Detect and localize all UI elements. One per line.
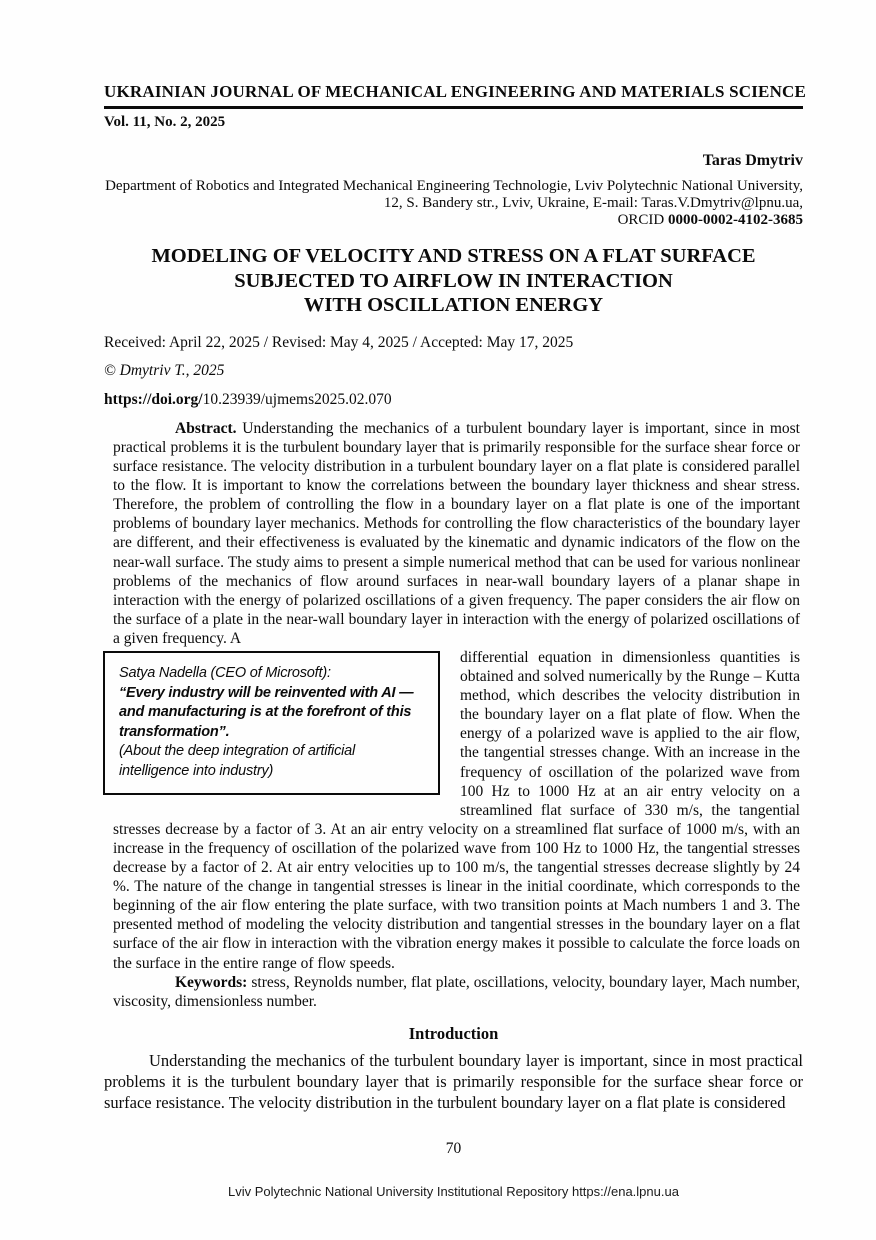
journal-title: UKRAINIAN JOURNAL OF MECHANICAL ENGINEERING AND MATERIALS SCIENCE [104, 82, 803, 109]
doi-line [104, 390, 803, 409]
abstract-paragraph-1 [113, 419, 800, 648]
abstract-label: Abstract. [175, 419, 237, 437]
repository-footer [104, 1184, 803, 1199]
quote-note: (About the deep integration of artificial intelligence into industry) [119, 743, 356, 779]
article-title-line-1: MODELING OF VELOCITY AND STRESS ON A FLAT SURFACE [151, 245, 756, 268]
abstract-paragraph-2 [113, 648, 800, 973]
abstract-text-part-2: differential equation in dimensionless quantities is obtained and solved numerically by the Runge – Kutta method, which describes the velocity distribution in the boundary layer on a flat plate of flow. When the energy of a polarized wave is applied to the air flow, the tangential stresses change. With an increase in the frequency of oscillation of the polarized wave from 100 Hz to 1000 Hz at an air entry velocity on a streamlined flat surface of 330 m/s, the tangential stresses decrease by a factor of 3. At an air entry velocity on a streamlined flat surface of 1000 m/s, with an increase in the frequency of oscillation of the polarized wave from 100 Hz to 1000 Hz, the tangential stresses decrease by a factor of 2. At air entry velocities up to 100 m/s, the tangential stresses decrease slightly by 24 %. The nature of the change in tangential stresses is linear in the initial coordinate, which corresponds to the beginning of the air flow entering the plate surface, with two transition points at Mach numbers 1 and 3. The presented method of modeling the velocity distribution and tangential stresses in the boundary layer on a flat surface of the air flow in interaction with the vibration energy makes it possible to calculate the force loads on the surface in the entire range of flow speeds. [113, 649, 800, 972]
author-email-link[interactable]: Taras.V.Dmytriv@lpnu.ua [641, 194, 800, 211]
article-title [104, 244, 803, 318]
quote-attribution: Satya Nadella (CEO of Microsoft): [119, 665, 331, 682]
doi-link[interactable]: 10.23939/ujmems2025.02.070 [202, 390, 392, 408]
repository-url-link[interactable]: https://ena.lpnu.ua [571, 1184, 679, 1199]
affiliation-line-1: Department of Robotics and Integrated Mechanical Engineering Technologie, Lviv Polytechnic National University, [105, 178, 803, 194]
copyright-line: © Dmytriv T., 2025 [104, 361, 225, 379]
page-number: 70 [445, 1140, 462, 1157]
introduction-paragraph: Understanding the mechanics of the turbulent boundary layer is important, since in most practical problems it is the turbulent boundary layer that is primarily responsible for the surface shear force or surface resistance. The velocity distribution in the turbulent boundary layer on a flat plate is considered [104, 1050, 803, 1112]
article-history: Received: April 22, 2025 / Revised: May 4, 2025 / Accepted: May 17, 2025 [104, 333, 574, 351]
article-title-line-3: WITH OSCILLATION ENERGY [303, 294, 604, 317]
quote-box [103, 651, 440, 795]
abstract-text-part-1: Understanding the mechanics of a turbulent boundary layer is important, since in most practical problems it is the turbulent boundary layer that is primarily responsible for the surface shear force or surface resistance. The velocity distribution in a turbulent boundary layer on a flat plate is considered parallel to the flow. It is important to know the correlations between the boundary layer thickness and shear stress. Therefore, the problem of controlling the flow in a boundary layer on a flat plate is one of the important problems of boundary layer mechanics. Methods for controlling the flow characteristics of the boundary layer are different, and their effectiveness is evaluated by the kinematic and dynamic indicators of the flow on the near-wall surface. The study aims to present a simple numerical method that can be used for various nonlinear problems of the mechanics of flow around surfaces in near-wall boundary layers of a planar shape in interaction with the energy of polarized oscillations of a given frequency. The paper considers the air flow on the surface of a plate in the near-wall boundary layer in interaction with the energy of polarized oscillations of a given frequency. A [113, 419, 800, 647]
orcid-id[interactable]: 0000-0002-4102-3685 [668, 211, 803, 228]
affiliation-line-2 [104, 195, 803, 212]
quote-text: “Every industry will be reinvented with AI — and manufacturing is at the forefront of this transformation”. [119, 684, 414, 740]
author-affiliation [104, 178, 803, 228]
abstract-section [113, 419, 800, 1011]
orcid-line [104, 212, 803, 229]
keywords-text: stress, Reynolds number, flat plate, oscillations, velocity, boundary layer, Mach number, viscosity, dimensionless number. [113, 973, 800, 1010]
repository-label: Lviv Polytechnic National University Institutional Repository [228, 1184, 572, 1199]
author-name: Taras Dmytriv [702, 152, 803, 169]
keywords-label: Keywords: [175, 973, 248, 991]
article-title-line-2: SUBJECTED TO AIRFLOW IN INTERACTION [234, 269, 673, 292]
affiliation-line-2-comma: , [799, 194, 803, 211]
orcid-label: ORCID [617, 211, 668, 228]
introduction-heading: Introduction [408, 1023, 499, 1043]
doi-prefix: https://doi.org/ [104, 390, 203, 408]
affiliation-line-2-text: 12, S. Bandery str., Lviv, Ukraine, E-mail: [383, 194, 642, 211]
keywords-paragraph [113, 973, 800, 1011]
journal-issue: Vol. 11, No. 2, 2025 [104, 114, 226, 130]
